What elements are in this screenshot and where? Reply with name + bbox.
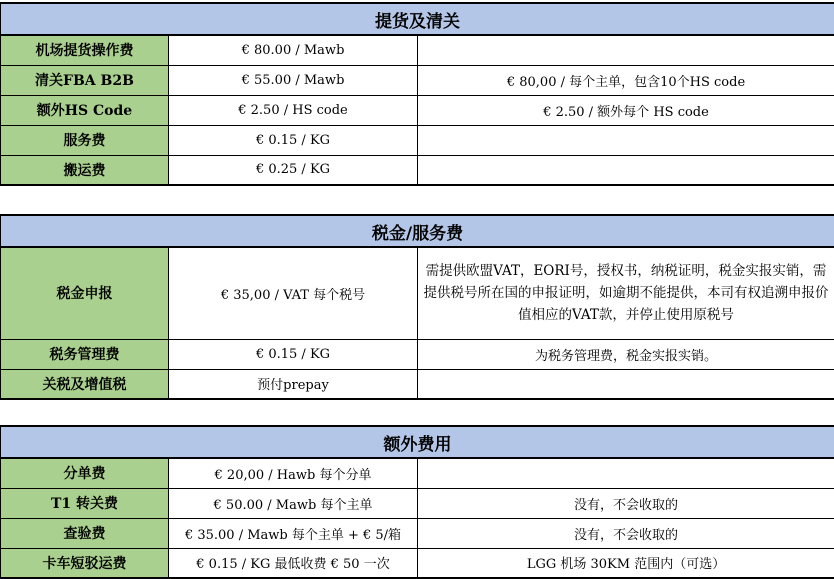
row-note: 需提供欧盟VAT，EORI号，授权书，纳税证明，税金实报实销，需提供税号所在国的申报证明，如逾期不能提供，本司有权追溯申报价值相应的VAT款，并停止使用原税号 xyxy=(418,247,834,339)
row-note xyxy=(418,369,834,399)
row-label: 服务费 xyxy=(1,125,169,155)
row-label: 机场提货操作费 xyxy=(1,35,169,65)
row-label: 搬运费 xyxy=(1,155,169,185)
section-title: 额外费用 xyxy=(1,426,834,458)
row-value: € 2.50 / HS code xyxy=(169,95,418,125)
row-note xyxy=(418,458,834,488)
row-note: € 80,00 / 每个主单，包含10个HS code xyxy=(418,65,834,95)
row-label: 分单费 xyxy=(1,458,169,488)
row-value: 预付prepay xyxy=(169,369,418,399)
table-row xyxy=(1,369,834,399)
row-label: 清关FBA B2B xyxy=(1,65,169,95)
row-label: 卡车短驳运费 xyxy=(1,548,169,578)
table-row xyxy=(1,155,834,185)
table-row xyxy=(1,518,834,548)
row-value: € 20,00 / Hawb 每个分单 xyxy=(169,458,418,488)
extra-fees-table xyxy=(0,425,834,579)
section-title: 提货及清关 xyxy=(1,3,834,35)
row-label: 税务管理费 xyxy=(1,339,169,369)
row-value: € 35,00 / VAT 每个税号 xyxy=(169,247,418,339)
row-note: LGG 机场 30KM 范围内（可选） xyxy=(418,548,834,578)
tax-service-table xyxy=(0,214,834,400)
row-note xyxy=(418,155,834,185)
row-label: T1 转关费 xyxy=(1,488,169,518)
row-value: € 80.00 / Mawb xyxy=(169,35,418,65)
row-label: 额外HS Code xyxy=(1,95,169,125)
table-row xyxy=(1,95,834,125)
table-row xyxy=(1,65,834,95)
row-note: 为税务管理费，税金实报实销。 xyxy=(418,339,834,369)
row-note xyxy=(418,125,834,155)
row-value: € 35.00 / Mawb 每个主单 + € 5/箱 xyxy=(169,518,418,548)
row-label: 查验费 xyxy=(1,518,169,548)
section-title: 税金/服务费 xyxy=(1,215,834,247)
row-value: € 0.25 / KG xyxy=(169,155,418,185)
row-value: € 55.00 / Mawb xyxy=(169,65,418,95)
row-note: 没有，不会收取的 xyxy=(418,488,834,518)
table-row xyxy=(1,247,834,339)
table-row xyxy=(1,125,834,155)
pickup-clearance-table xyxy=(0,2,834,186)
table-row xyxy=(1,458,834,488)
row-label: 税金申报 xyxy=(1,247,169,339)
table-row xyxy=(1,339,834,369)
row-note: 没有，不会收取的 xyxy=(418,518,834,548)
row-value: € 0.15 / KG xyxy=(169,339,418,369)
row-label: 关税及增值税 xyxy=(1,369,169,399)
row-note: € 2.50 / 额外每个 HS code xyxy=(418,95,834,125)
table-row xyxy=(1,548,834,578)
table-row xyxy=(1,35,834,65)
table-row xyxy=(1,488,834,518)
row-value: € 0.15 / KG 最低收费 € 50 一次 xyxy=(169,548,418,578)
row-value: € 50.00 / Mawb 每个主单 xyxy=(169,488,418,518)
row-value: € 0.15 / KG xyxy=(169,125,418,155)
row-note xyxy=(418,35,834,65)
